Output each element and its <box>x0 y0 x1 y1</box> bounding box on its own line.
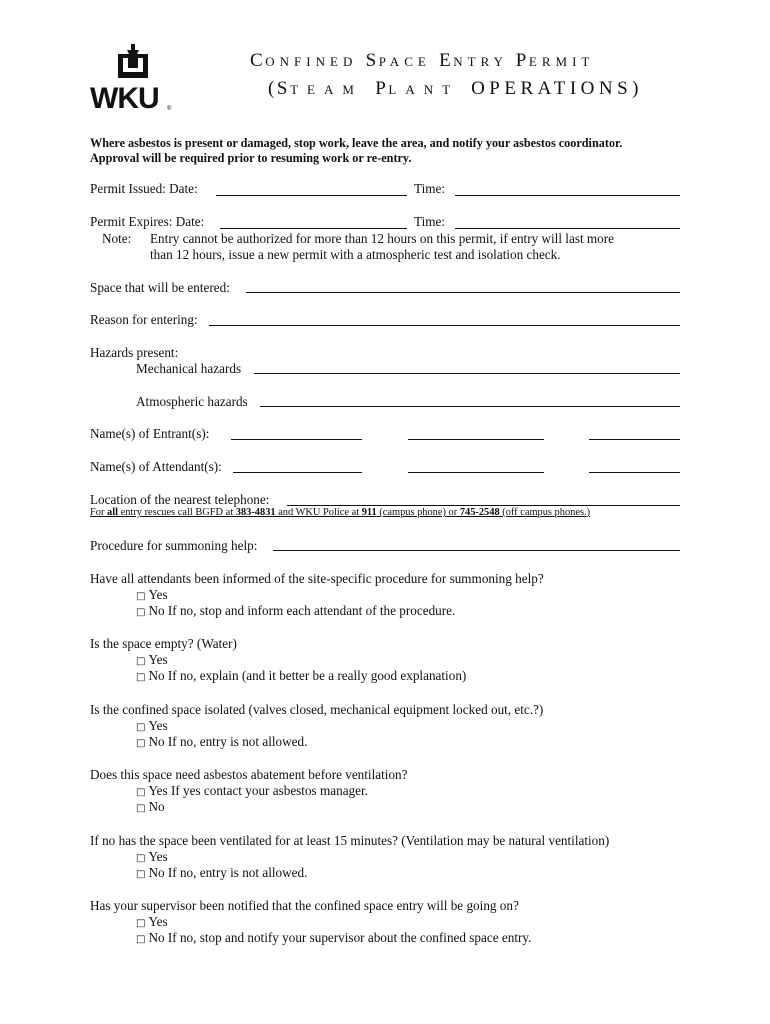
permit-issued-date-label: Permit Issued: Date: <box>90 181 198 196</box>
checkbox-icon[interactable]: □ <box>136 738 146 749</box>
checkbox-isolated-yes[interactable]: □ Yes <box>136 718 168 733</box>
mechanical-hazards-label: Mechanical hazards <box>136 361 242 376</box>
rescue-contacts: For all entry rescues call BGFD at 383-4831 and WKU Police at 911 (campus phone) or 745-2548 (off campus phones.) <box>90 507 591 518</box>
question-ventilated: If no has the space been ventilated for at least 15 minutes? (Ventilation may be natural ventilation) <box>90 833 610 848</box>
checkbox-icon[interactable]: □ <box>136 869 146 880</box>
note-line1: Entry cannot be authorized for more than 12 hours on this permit, if entry will last more <box>150 231 615 246</box>
mechanical-hazards-field[interactable] <box>254 373 680 374</box>
space-entered-field[interactable] <box>246 292 680 293</box>
entrant-field-2[interactable] <box>408 439 544 440</box>
checkbox-asbestos-yes[interactable]: □ Yes If yes contact your asbestos manager. <box>136 783 368 798</box>
checkbox-empty-no[interactable]: □ No If no, explain (and it better be a really good explanation) <box>136 668 467 683</box>
checkbox-icon[interactable]: □ <box>136 803 146 814</box>
reason-label: Reason for entering: <box>90 312 198 327</box>
checkbox-icon[interactable]: □ <box>136 672 146 683</box>
checkbox-asbestos-no[interactable]: □ No <box>136 799 165 814</box>
checkbox-icon[interactable]: □ <box>136 918 146 929</box>
entrant-field-1[interactable] <box>231 439 362 440</box>
checkbox-icon[interactable]: □ <box>136 934 146 945</box>
logo-text: WKU <box>90 82 159 115</box>
atmospheric-hazards-label: Atmospheric hazards <box>136 394 248 409</box>
permit-issued-time-label: Time: <box>414 181 446 196</box>
checkbox-icon[interactable]: □ <box>136 656 146 667</box>
checkbox-icon[interactable]: □ <box>136 853 146 864</box>
attendant-field-2[interactable] <box>408 472 544 473</box>
question-supervisor-notified: Has your supervisor been notified that the confined space entry will be going on? <box>90 898 519 913</box>
form-subtitle: (STEAM PLANT OPERATIONS) <box>268 78 644 99</box>
permit-issued-date-field[interactable] <box>216 195 407 196</box>
checkbox-summoning-no[interactable]: □ No If no, stop and inform each attendant of the procedure. <box>136 603 456 618</box>
checkbox-icon[interactable]: □ <box>136 591 146 602</box>
checkbox-summoning-yes[interactable]: □ Yes <box>136 587 168 602</box>
permit-expires-date-label: Permit Expires: Date: <box>90 214 205 229</box>
attendant-field-3[interactable] <box>589 472 680 473</box>
entrant-field-3[interactable] <box>589 439 680 440</box>
form-title: CONFINED SPACE ENTRY PERMIT <box>250 50 595 71</box>
permit-expires-time-label: Time: <box>414 214 446 229</box>
procedure-field[interactable] <box>273 550 680 551</box>
note-line2: than 12 hours, issue a new permit with a atmospheric test and isolation check. <box>150 247 561 262</box>
hazards-label: Hazards present: <box>90 345 179 360</box>
telephone-label: Location of the nearest telephone: <box>90 492 270 507</box>
note-label: Note: <box>102 231 132 246</box>
attendant-field-1[interactable] <box>233 472 362 473</box>
checkbox-supervisor-no[interactable]: □ No If no, stop and notify your supervisor about the confined space entry. <box>136 930 532 945</box>
permit-expires-date-field[interactable] <box>220 228 407 229</box>
checkbox-supervisor-yes[interactable]: □ Yes <box>136 914 168 929</box>
checkbox-icon[interactable]: □ <box>136 722 146 733</box>
checkbox-ventilated-no[interactable]: □ No If no, entry is not allowed. <box>136 865 308 880</box>
checkbox-icon[interactable]: □ <box>136 787 146 798</box>
telephone-field[interactable] <box>287 505 680 506</box>
question-summoning-help: Have all attendants been informed of the site-specific procedure for summoning help? <box>90 571 544 586</box>
procedure-label: Procedure for summoning help: <box>90 538 258 553</box>
space-entered-label: Space that will be entered: <box>90 280 230 295</box>
question-space-isolated: Is the confined space isolated (valves closed, mechanical equipment locked out, etc.?) <box>90 702 544 717</box>
checkbox-isolated-no[interactable]: □ No If no, entry is not allowed. <box>136 734 308 749</box>
entrants-label: Name(s) of Entrant(s): <box>90 426 210 441</box>
registered-mark: ® <box>167 106 172 112</box>
permit-expires-time-field[interactable] <box>455 228 680 229</box>
cupola-icon <box>116 44 150 80</box>
asbestos-warning-line1: Where asbestos is present or damaged, stop work, leave the area, and notify your asbestos coordinator. <box>90 136 623 150</box>
asbestos-warning-line2: Approval will be required prior to resuming work or re-entry. <box>90 151 412 165</box>
question-space-empty: Is the space empty? (Water) <box>90 636 237 651</box>
checkbox-icon[interactable]: □ <box>136 607 146 618</box>
reason-field[interactable] <box>209 325 680 326</box>
atmospheric-hazards-field[interactable] <box>260 406 680 407</box>
checkbox-empty-yes[interactable]: □ Yes <box>136 652 168 667</box>
question-asbestos-abatement: Does this space need asbestos abatement before ventilation? <box>90 767 408 782</box>
permit-issued-time-field[interactable] <box>455 195 680 196</box>
wku-logo <box>90 44 176 120</box>
attendants-label: Name(s) of Attendant(s): <box>90 459 222 474</box>
checkbox-ventilated-yes[interactable]: □ Yes <box>136 849 168 864</box>
